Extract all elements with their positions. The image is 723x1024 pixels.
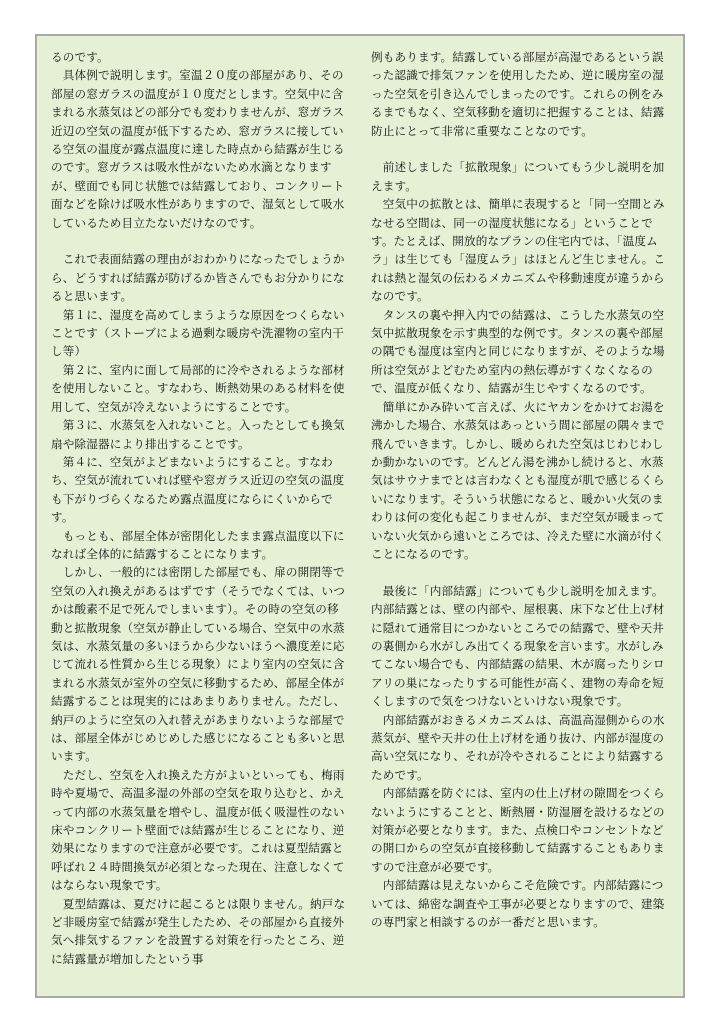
paragraph: タンスの裏や押入内での結露は、こうした水蒸気の空気中拡散現象を示す典型的な例です。タンスの裏や部屋の隅でも湿度は室内と同じになりますが、そのような場所は空気がよどむため室内の熱伝導がすくなくなるので、温度が低くなり、結露が生じやすくなるのです。 — [371, 307, 665, 396]
paragraph-gap — [371, 563, 669, 581]
paragraph: これで表面結露の理由がおわかりになったでしょうから、どうすれば結露が防げるか皆さんでもお分かりになると思います。 — [51, 252, 345, 304]
paragraph: 具体例で説明します。室温２０度の部屋があり、その部屋の窓ガラスの温度が１０度だとします。空気中に含まれる水蒸気はどの部分でも変わりませんが、窓ガラス近辺の空気の温度が低下するため、窓ガラスに接している空気の温度が露点温度に達した時点から結露が生じるのです。窓ガラスは吸水性がないため水滴となりますが、壁面でも同じ状態では結露しており、コンクリート面などを除けば吸水性がありますので、湿気として吸水しているため目立たないだけなのです。 — [51, 68, 345, 230]
document-panel — [35, 34, 685, 998]
paragraph: 内部結露は見えないからこそ危険です。内部結露については、綿密な調査や工事が必要となりますので、建築の専門家と相談するのが一番だと思います。 — [371, 878, 665, 930]
paragraph: 第２に、室内に面して局部的に冷やされるような部材を使用しないこと。すなわち、断熱効果のある材料を使用して、空気が冷えないようにすることです。 — [51, 362, 345, 414]
paragraph: 夏型結露は、夏だけに起こるとは限りません。納戸など非暖房室で結露が発生したため、その部屋から直接外気へ排気するファンを設置する対策を行ったところ、逆に結露量が増加したという事 — [51, 896, 346, 966]
right-column — [371, 48, 669, 931]
paragraph: 前述しました「拡散現象」についてもう少し説明を加えます。 — [371, 160, 665, 193]
paragraph: 空気中の拡散とは、簡単に表現すると「同一空間とみなせる空間は、同一の湿度状態になる」ということです。たとえば、開放的なプランの住宅内では、「温度ムラ」は生じても「湿度ムラ」はほとんど生じません。これは熱と湿気の伝わるメカニズムや移動速度が違うからなのです。 — [371, 197, 666, 304]
paragraph: 第３に、水蒸気を入れないこと。入ったとしても換気扇や除湿器により排出することです。 — [51, 418, 345, 451]
paragraph-gap — [371, 140, 669, 158]
paragraph: 第４に、空気がよどまないようにすること。すなわち、空気が流れていれば壁や窓ガラス近辺の空気の温度も下がりづらくなるため露点温度にならにくいからです。 — [51, 454, 345, 525]
paragraph: 内部結露がおきるメカニズムは、高温高湿側からの水蒸気が、壁や天井の仕上げ材を通り抜け、内部が湿度の高い空気になり、それが冷やされることにより結露するためです。 — [371, 712, 665, 782]
paragraph: 最後に「内部結露」についても少し説明を加えます。内部結露とは、壁の内部や、屋根裏、床下など仕上げ材に隠れて通常目につかないところでの結露で、壁や天井の裏側から水がしみ出てくる現象を言います。水がしみてこない場合でも、内部結露の結果、木が腐ったりシロアリの巣になったりする可能性が高く、建物の寿命を短くしますので気をつけないといけない現象です。 — [371, 583, 665, 709]
paragraph: もっとも、部屋全体が密閉化したまま露点温度以下になれば全体的に結露することになります。 — [51, 528, 345, 561]
paragraph-gap — [51, 232, 349, 250]
paragraph: 内部結露を防ぐには、室内の仕上げ材の隙間をつくらないようにすることと、断熱層・防湿層を設けるなどの対策が必要となります。また、点検口やコンセントなどの開口からの空気が直接移動して結露することもありますので注意が必要です。 — [371, 786, 665, 874]
paragraph: 例もあります。結露している部屋が高湿であるという誤った認識で排気ファンを使用したため、逆に暖房室の湿った空気を引き込んでしまったのです。これらの例をみるまでもなく、空気移動を適切に把握することは、結露防止にとって非常に重要なことなのです。 — [371, 50, 665, 138]
paragraph: 簡単にかみ砕いて言えば、火にヤカンをかけてお湯を沸かした場合、水蒸気はあっという間に部屋の隅々まで飛んでいきます。しかし、暖められた空気はじわじわしか動かないのです。どんどん湯を沸かし続けると、水蒸気はサウナまでとは言わなくとも湿度が肌で感じるくらいになります。そういう状態になると、暖かい火気のまわりは何の変化も起こりませんが、まだ空気が暖まっていない火気から遠いところでは、冷えた壁に水滴が付くことになるのです。 — [371, 399, 665, 561]
left-column — [51, 48, 349, 968]
paragraph: 第１に、湿度を高めてしまうような原因をつくらないことです（ストーブによる過剰な暖房や洗濯物の室内干し等） — [51, 307, 345, 359]
paragraph: しかし、一般的には密閉した部屋でも、扉の開閉等で空気の入れ換えがあるはずです（そうでなくては、いつかは酸素不足で死んでしまいます）。その時の空気の移動と拡散現象（空気が静止している場合、空気中の水蒸気は、水蒸気量の多いほうから少ないほうへ濃度差に応じて流れる性質から生じる現象）により室内の空気に含まれる水蒸気が室外の空気に移動するため、部屋全体が結露することは現実的にはあまりありません。ただし、納戸のように空気の入れ替えがあまりないような部屋では、部屋全体がじめじめした感じになることも多いと思います。 — [51, 565, 346, 764]
paragraph: るのです。 — [51, 50, 109, 64]
paragraph: ただし、空気を入れ換えた方がよいといっても、梅雨時や夏場で、高温多湿の外部の空気を取り込むと、かえって内部の水蒸気量を増やし、温度が低く吸湿性のない床やコンクリート壁面では結露が生じることになり、逆効果になりますので注意が必要です。これは夏型結露と呼ばれ２４時間換気が必須となった現在、注意しなくてはならない現象です。 — [51, 767, 345, 893]
